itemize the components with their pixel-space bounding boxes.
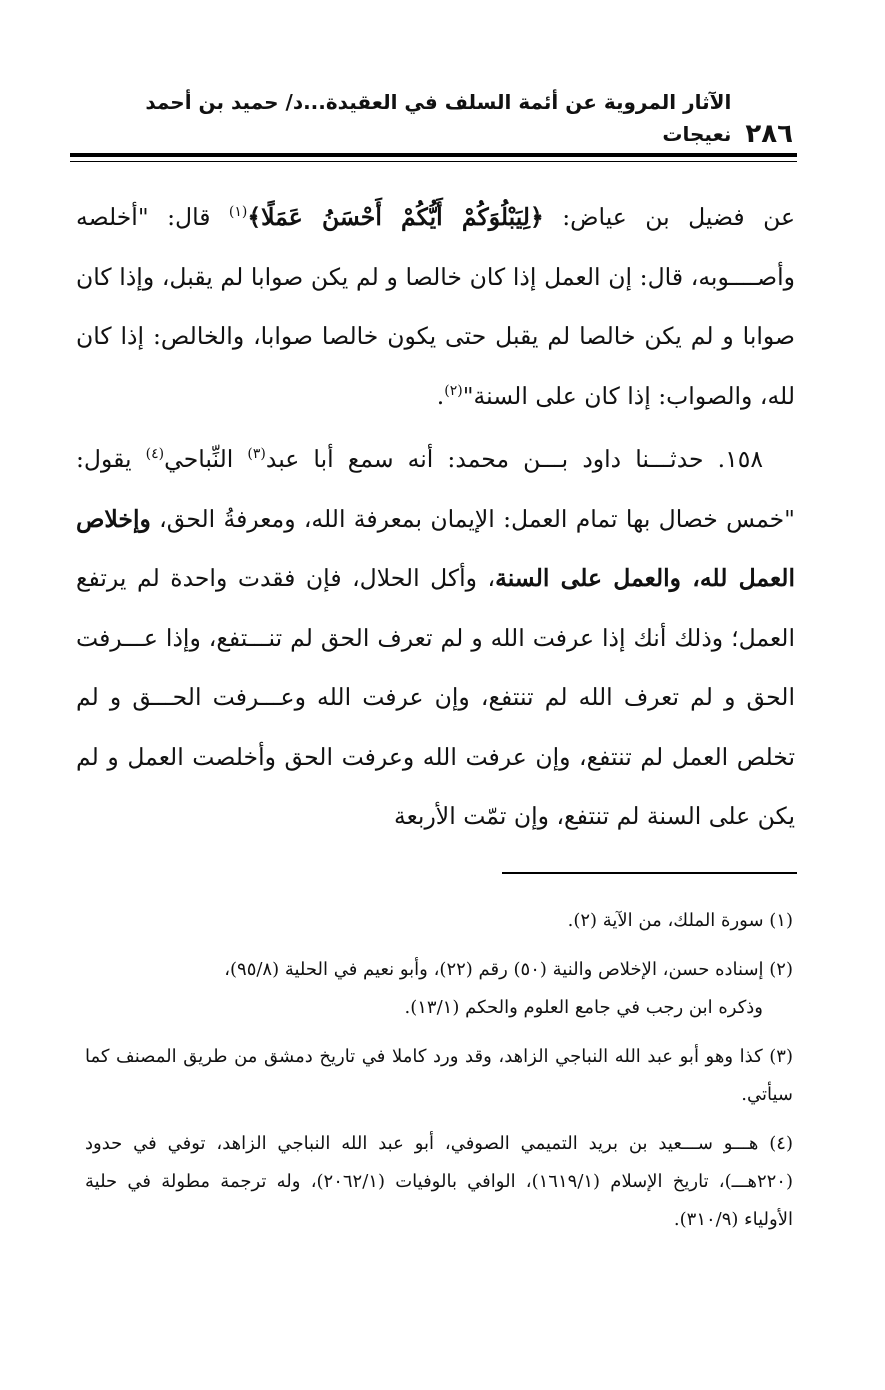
text-run: قال: "أخلصه وأصــــوبه، قال: إن العمل إذا كان خالصا و لم يكن صوابا لم يقبل، وإذا كان صوابا و لم يكن خالصا لم يقبل حتى يكون خالصا صوابا، والخالص: إذا كان لله، والصواب: إذا كان على السنة"	[76, 203, 795, 410]
footnote-text: إسناده حسن، الإخلاص والنية (٥٠) رقم (٢٢)، وأبو نعيم في الحلية (٩٥/٨)،	[224, 959, 764, 980]
header-rule-thick	[70, 153, 797, 157]
emphasized-text: وإخلاص العمل لله، والعمل على السنة	[76, 504, 796, 592]
footnote-number: (١)	[769, 910, 793, 931]
text-run: عن فضيل بن عياض:	[543, 203, 796, 231]
footnote-3	[85, 1038, 793, 1114]
paragraph-158	[76, 430, 795, 847]
text-run: يقول: "خمس خصال بها تمام العمل: الإيمان بمعرفة الله، ومعرفةُ الحق،	[76, 445, 795, 533]
quran-verse: ﴿لِيَبْلُوَكُمْ أَيُّكُمْ أَحْسَنُ عَمَلًا﴾	[247, 203, 544, 231]
footnote-text: سورة الملك، من الآية (٢).	[567, 910, 764, 931]
text-run: .	[436, 381, 445, 410]
header-rule-thin	[70, 161, 797, 162]
footnote-ref-1: (١)	[228, 204, 248, 221]
paragraph-fudayl	[76, 188, 795, 426]
footnote-2	[85, 951, 793, 1027]
footnote-text: هـــو ســـعيد بن بريد التميمي الصوفي، أبو عبد الله النباجي الزاهد، توفي في حدود (٢٢٠هـــ)، تاريخ الإسلام (١٦١٩/١)، الوافي بالوفيات (٢٠٦٢/١)، وله ترجمة مطولة في حلية الأولياء (٣١٠/٩).	[85, 1133, 793, 1230]
footnotes	[85, 902, 793, 1250]
footnote-number: (٢)	[769, 959, 793, 980]
footnote-ref-2: (٢)	[444, 382, 463, 399]
text-run: النِّباحي	[164, 445, 248, 473]
footnote-text: كذا وهو أبو عبد الله النباجي الزاهد، وقد ورد كاملا في تاريخ دمشق من طريق المصنف كما سيأتي.	[85, 1046, 793, 1105]
footnote-ref-3: (٣)	[247, 446, 266, 463]
footnote-ref-4: (٤)	[145, 446, 165, 463]
footnote-number: (٣)	[769, 1046, 793, 1067]
page-header	[70, 90, 793, 150]
footnote-4	[85, 1125, 793, 1239]
footnote-number: (٤)	[769, 1133, 793, 1154]
footnote-continuation: وذكره ابن رجب في جامع العلوم والحكم (١٣/١).	[404, 997, 763, 1018]
text-run: ١٥٨. حدثـــنا داود بـــن محمد: أنه سمع أبا عبد	[265, 445, 764, 473]
text-run: ، وأكل الحلال، فإن فقدت واحدة لم يرتفع العمل؛ وذلك أنك إذا عرفت الله و لم تعرف الحق لم تنـــتفع، وإذا عـــرفت الحق و لم تعرف الله لم تنتفع، وإن عرفت الله وعـــرفت الحـــق و لم تخلص العمل لم تنتفع، وإن عرفت الله وعرفت الحق وأخلصت العمل و لم يكن على السنة لم تنتفع، وإن تمّت الأربعة	[76, 564, 795, 830]
footnote-1	[85, 902, 793, 940]
running-title: الآثار المروية عن أئمة السلف في العقيدة...د/ حميد بن أحمد نعيجات	[145, 90, 732, 146]
main-text	[76, 188, 795, 847]
footnote-separator	[502, 872, 797, 874]
page-number: ٢٨٦	[745, 119, 793, 149]
